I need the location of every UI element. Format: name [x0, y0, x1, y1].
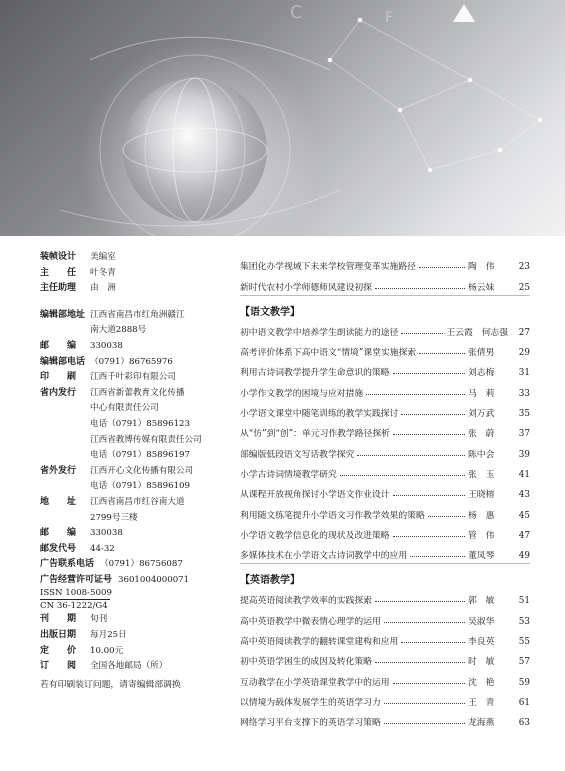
article-author: 董凤琴: [468, 551, 495, 562]
info-row: [40, 355, 240, 371]
leader-dots: [401, 333, 443, 334]
article-author: 王 青: [468, 697, 495, 708]
article-title: 小学语文教学信息化的现状及改进策略: [240, 530, 390, 541]
info-label: [40, 511, 90, 527]
info-row: [40, 542, 240, 558]
article-author: 时 敏: [468, 657, 495, 668]
page-number: 47: [518, 530, 530, 541]
article-author: 张 蔚: [468, 429, 495, 440]
leader-dots: [375, 662, 465, 663]
page-number: 61: [518, 697, 530, 708]
page-number: 49: [518, 551, 530, 562]
page-number: 57: [518, 657, 530, 668]
info-value: 江西省南昌市红谷南大道: [90, 496, 185, 507]
info-value: 330038: [90, 340, 123, 351]
info-row: [40, 464, 240, 480]
info-value: 3601004000071: [118, 574, 190, 585]
toc-entry[interactable]: [240, 586, 530, 606]
article-author: 杨 惠: [468, 510, 495, 521]
toc-entry[interactable]: [240, 358, 530, 378]
info-label: 定 价: [40, 645, 77, 656]
leader-dots: [393, 373, 465, 374]
info-row: [40, 266, 240, 282]
article-author: 郭 敏: [468, 596, 495, 607]
info-row: [40, 250, 240, 266]
article-title: 利用随文练笔提升小学语文习作教学效果的策略: [240, 510, 425, 521]
info-value: （0791）86765976: [90, 356, 173, 367]
info-row: [40, 659, 240, 675]
leader-dots: [401, 414, 465, 415]
article-author: 张倩男: [468, 348, 495, 359]
info-label: 广告经营许可证号: [40, 574, 113, 585]
info-value: 电话（0791）85896109: [90, 481, 190, 492]
toc-entry[interactable]: [240, 500, 530, 520]
toc-entry[interactable]: [240, 480, 530, 500]
divider: [40, 599, 110, 600]
page-number: 33: [518, 388, 530, 399]
info-value: 全国各地邮局（所）: [90, 661, 168, 672]
toc-entry[interactable]: [240, 708, 530, 728]
article-title: 高中英语阅读教学的翻转课堂建构和应用: [240, 637, 399, 648]
article-author: 吴淑华: [468, 616, 495, 627]
info-label: 订 阅: [40, 661, 77, 672]
page-number: 63: [518, 718, 530, 729]
info-row: [40, 573, 240, 589]
toc-entry[interactable]: [240, 521, 530, 541]
article-author: 王晓榕: [468, 490, 495, 501]
tech-sphere-graphic: [0, 0, 565, 236]
info-row: [40, 417, 240, 433]
page-number: 25: [518, 282, 530, 293]
info-value: 由 洲: [90, 283, 116, 294]
leader-dots: [384, 703, 465, 704]
info-value: 电话（0791）85896123: [90, 418, 190, 429]
spacer: [40, 297, 240, 308]
info-label: [40, 323, 90, 339]
info-label: 主 任: [40, 267, 77, 278]
info-value: 江西开心文化传播有限公司: [90, 465, 194, 476]
page-number: 43: [518, 490, 530, 501]
info-row: [40, 495, 240, 511]
leader-dots: [340, 475, 465, 476]
info-row: [40, 308, 240, 324]
toc-entry[interactable]: [240, 399, 530, 419]
article-title: 高中英语教学中微表情心理学的运用: [240, 616, 381, 627]
leader-dots: [419, 267, 465, 268]
info-label: [40, 401, 90, 417]
article-title: 互动教学在小学英语课堂教学中的运用: [240, 677, 390, 688]
article-author: 杨云妹: [468, 282, 495, 293]
page-number: 53: [518, 616, 530, 627]
info-value: 江西省南昌市红角洲赣江: [90, 309, 185, 320]
info-label: 编辑部电话: [40, 356, 86, 367]
article-author: 刘志梅: [468, 368, 495, 379]
info-label: 装帧设计: [40, 252, 77, 262]
section-heading: 【语文教学】: [240, 306, 300, 318]
toc-entry[interactable]: [240, 338, 530, 358]
page-number: 41: [518, 469, 530, 480]
info-label: [40, 417, 90, 433]
leader-dots: [428, 516, 465, 517]
page-number: 55: [518, 637, 530, 648]
print-note: 若有印刷装订问题，请寄编辑部调换: [40, 679, 181, 690]
toc-entry[interactable]: [240, 647, 530, 667]
toc-entry[interactable]: [240, 627, 530, 647]
info-label: 编辑部地址: [40, 309, 86, 320]
article-title: 小学古诗词情境教学研究: [240, 469, 337, 480]
article-title: 网络学习平台支撑下的英语学习策略: [240, 718, 381, 729]
article-title: 小学语文课堂中随笔训练的教学实践探讨: [240, 409, 399, 420]
info-row: [40, 628, 240, 644]
info-label: 广告联系电话: [40, 559, 95, 570]
page-number: 27: [518, 327, 530, 338]
leader-dots: [375, 601, 465, 602]
info-label: 邮 编: [40, 528, 77, 539]
leader-dots: [375, 288, 465, 289]
article-title: 集团化办学视域下未来学校管理变革实施路径: [240, 262, 416, 273]
svg-text:C: C: [290, 2, 303, 23]
info-label: [40, 448, 90, 464]
page-number: 37: [518, 429, 530, 440]
article-author: 王云霞 何志强: [446, 327, 508, 338]
info-label: 印 刷: [40, 372, 77, 383]
info-value: 10.00元: [90, 645, 124, 656]
page-number: 35: [518, 409, 530, 420]
info-value: 美编室: [90, 252, 116, 262]
article-title: 初中语文教学中培养学生朗读能力的途径: [240, 327, 399, 338]
info-value: 叶冬青: [90, 267, 116, 278]
toc-entry[interactable]: [240, 252, 530, 272]
info-value: （0791）86756087: [100, 559, 183, 570]
article-author: 陶 伟: [468, 262, 495, 273]
article-title: 部编版低段语文写话教学探究: [240, 449, 355, 460]
article-author: 沈 艳: [468, 677, 495, 688]
cover-banner: [0, 0, 565, 236]
info-row: [40, 612, 240, 628]
article-title: 提高英语阅读教学效率的实践探索: [240, 596, 372, 607]
info-value: 南大道2888号: [90, 325, 147, 336]
info-value: 江西省教博传媒有限责任公司: [90, 434, 202, 445]
svg-text:F: F: [385, 10, 394, 26]
leader-dots: [419, 353, 465, 354]
masthead-info: [40, 250, 240, 690]
article-author: 管 伟: [468, 530, 495, 541]
info-row: [40, 386, 240, 402]
info-value: 旬刊: [90, 614, 108, 625]
info-row: [40, 323, 240, 339]
info-label: 主任助理: [40, 283, 77, 294]
toc-entry[interactable]: [240, 541, 530, 561]
article-title: 利用古诗词教学提升学生命意识的策略: [240, 368, 390, 379]
info-row: [40, 370, 240, 386]
article-title: 小学作文教学的困境与应对措施: [240, 388, 364, 399]
page-number: 51: [518, 596, 530, 607]
leader-dots: [384, 723, 465, 724]
page-number: 31: [518, 368, 530, 379]
section-heading: 【英语教学】: [240, 575, 300, 587]
info-row: [40, 281, 240, 297]
article-author: 陈中会: [468, 449, 495, 460]
info-row: [40, 339, 240, 355]
article-author: 李良英: [468, 637, 495, 648]
article-title: 从课程开放视角探讨小学语文作业设计: [240, 490, 390, 501]
info-value: 中心有限责任公司: [90, 403, 159, 414]
article-title: 从“仿”到“创”：单元习作教学路径探析: [240, 429, 390, 440]
info-row: [40, 511, 240, 527]
page-number: 59: [518, 677, 530, 688]
info-value: 44-32: [90, 543, 115, 554]
article-title: 高考评价体系下高中语文“情境”课堂实施探索: [240, 348, 417, 359]
page-number: 39: [518, 449, 530, 460]
toc-entry[interactable]: [240, 460, 530, 480]
leader-dots: [393, 495, 465, 496]
article-title: 新时代农村小学师德师风建设初探: [240, 282, 372, 293]
page-number: 23: [518, 262, 530, 273]
leader-dots: [366, 394, 465, 395]
info-value: 330038: [90, 528, 123, 539]
toc-entry[interactable]: [240, 688, 530, 708]
page-number: 45: [518, 510, 530, 521]
info-row: [40, 448, 240, 464]
info-value: 江西省新蕾教育文化传播: [90, 387, 185, 398]
info-row: [40, 433, 240, 449]
leader-dots: [357, 455, 465, 456]
leader-dots: [393, 434, 465, 435]
toc-entry[interactable]: [240, 606, 530, 626]
info-row: [40, 557, 240, 573]
info-label: 省外发行: [40, 465, 77, 476]
toc-entry[interactable]: [240, 419, 530, 439]
toc-entry[interactable]: [240, 667, 530, 687]
info-label: 邮 编: [40, 340, 77, 351]
info-value: 电话（0791）85896197: [90, 450, 190, 461]
article-title: 多媒体技术在小学语文古诗词教学中的应用: [240, 551, 408, 562]
leader-dots: [401, 642, 465, 643]
leader-dots: [393, 683, 465, 684]
info-label: 出版日期: [40, 630, 77, 641]
leader-dots: [384, 622, 465, 623]
article-author: 刘万武: [468, 409, 495, 420]
info-label: 省内发行: [40, 387, 77, 398]
info-value: 2799号三楼: [90, 512, 138, 523]
table-of-contents: [240, 252, 530, 728]
article-title: 初中英语学困生的成因及转化策略: [240, 657, 372, 668]
article-author: 张 玉: [468, 469, 495, 480]
info-row: [40, 644, 240, 660]
article-author: 马 莉: [468, 388, 495, 399]
info-row: [40, 401, 240, 417]
leader-dots: [410, 556, 465, 557]
info-label: 地 址: [40, 496, 77, 507]
article-author: 龙海燕: [468, 718, 495, 729]
toc-entry[interactable]: [240, 439, 530, 459]
info-value: 每月25日: [90, 630, 127, 641]
article-title: 以情境为载体发展学生的英语学习力: [240, 697, 381, 708]
leader-dots: [393, 536, 465, 537]
info-value: 江西千叶彩印有限公司: [90, 372, 176, 383]
toc-entry[interactable]: [240, 318, 530, 338]
info-row: [40, 479, 240, 495]
info-label: 刊 期: [40, 614, 77, 625]
toc-entry[interactable]: [240, 272, 530, 292]
info-row: [40, 526, 240, 542]
info-label: [40, 479, 90, 495]
page-number: 29: [518, 348, 530, 359]
toc-entry[interactable]: [240, 378, 530, 398]
cn-number: CN 36-1222/G4: [40, 601, 108, 612]
info-label: 邮发代号: [40, 543, 77, 554]
info-label: [40, 433, 90, 449]
issn-number: ISSN 1008-5009: [40, 588, 112, 599]
